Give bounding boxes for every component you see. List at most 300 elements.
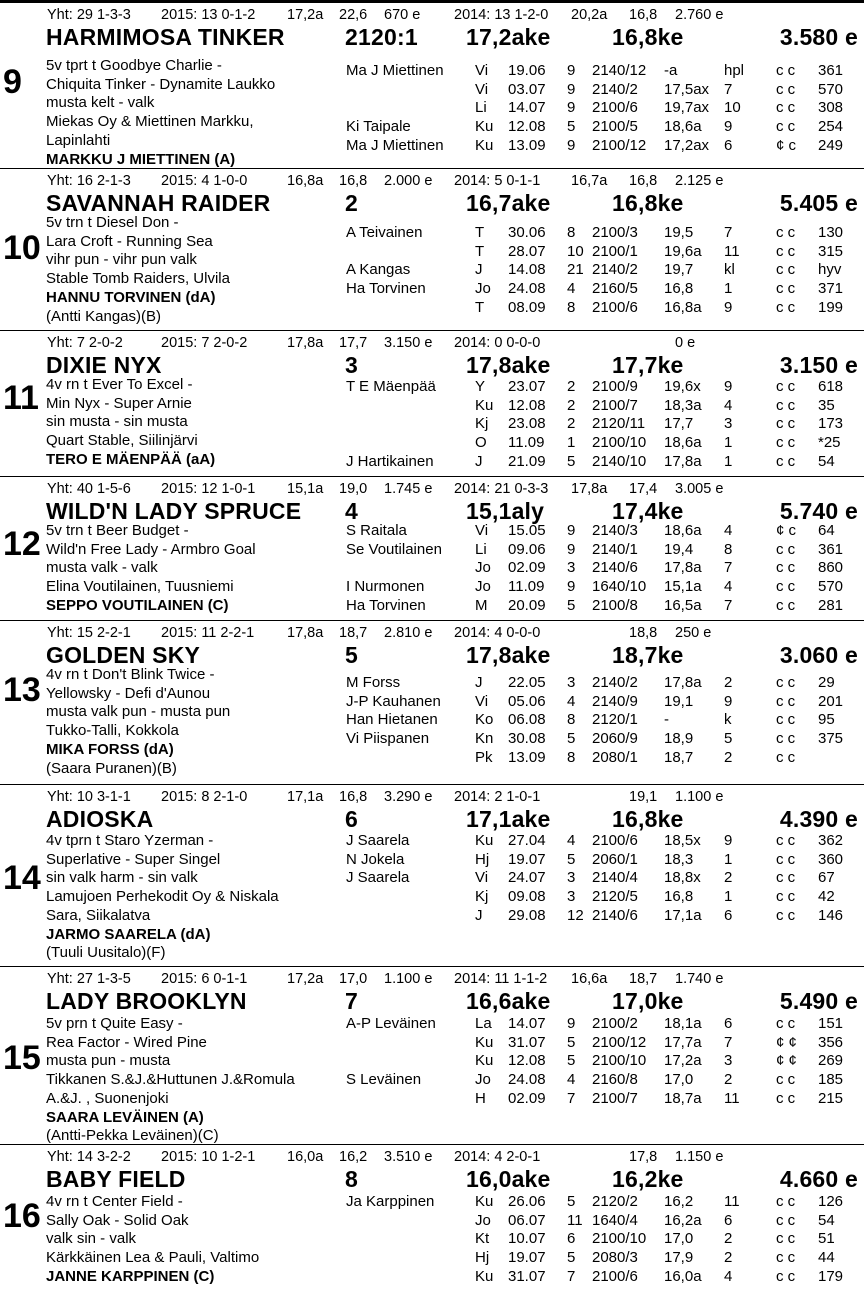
race-shoes: c c xyxy=(776,748,796,766)
stats-earn: 2.000 e xyxy=(384,173,433,189)
stats-earn: 2.810 e xyxy=(384,625,433,641)
race-race-no: 11 xyxy=(567,1211,583,1229)
race-track: Ku xyxy=(475,832,494,849)
race-date: 12.08 xyxy=(508,1052,546,1070)
race-track: Kj xyxy=(475,888,489,906)
race-date: 23.07 xyxy=(508,378,546,395)
race-track: Jo xyxy=(475,280,491,298)
stats-earn2: 2.760 e xyxy=(675,7,724,23)
trainer-name: SEPPO VOUTILAINEN (C) xyxy=(46,596,229,614)
race-time: 17,0 xyxy=(664,1071,694,1089)
race-row xyxy=(0,852,864,871)
stats-y2014: 2014: 5 0-1-1 xyxy=(454,173,541,189)
driver-name: Se Voutilainen xyxy=(346,540,442,558)
race-track: O xyxy=(475,434,487,452)
race-distance-track: 2140/9 xyxy=(592,692,638,710)
race-track: Y xyxy=(475,378,486,395)
race-distance-track: 2100/7 xyxy=(592,396,638,414)
race-time: 19,7ax xyxy=(664,99,710,117)
race-distance-track: 2100/12 xyxy=(592,1033,647,1051)
record-ake: 15,1aly xyxy=(466,498,545,524)
trainer-name: MIKA FORSS (dA) xyxy=(46,740,174,758)
driver-name: Ha Torvinen xyxy=(346,596,426,614)
race-distance-track: 1640/10 xyxy=(592,578,647,596)
race-track: Ku xyxy=(475,1267,494,1285)
race-date: 31.07 xyxy=(508,1033,546,1051)
race-odds: 151 xyxy=(818,1015,844,1032)
race-odds: 375 xyxy=(818,730,844,748)
race-placing: 4 xyxy=(724,396,733,414)
driver-name: J-P Kauhanen xyxy=(346,692,441,710)
race-date: 02.09 xyxy=(508,559,546,577)
race-placing: 1 xyxy=(724,434,733,452)
race-row xyxy=(0,560,864,579)
record-ke: 17,0ke xyxy=(612,988,684,1014)
race-date: 13.09 xyxy=(508,136,546,154)
driver-name: S Raitala xyxy=(346,522,407,539)
race-shoes: c c xyxy=(776,674,796,691)
race-shoes: c c xyxy=(776,578,796,596)
stats-rec1: 16,8a xyxy=(287,173,324,189)
race-distance-track: 2100/2 xyxy=(592,1015,638,1032)
race-distance-track: 2140/2 xyxy=(592,80,638,98)
trainer-name: JANNE KARPPINEN (C) xyxy=(46,1267,215,1285)
horse-info-line: 5v tprt t Goodbye Charlie - xyxy=(46,57,222,74)
stats-rec2: 18,7 xyxy=(339,625,368,641)
race-placing: 7 xyxy=(724,224,733,241)
race-row xyxy=(0,889,864,908)
race-distance-track: 2140/2 xyxy=(592,674,638,691)
race-odds: 618 xyxy=(818,378,844,395)
race-distance-track: 2160/8 xyxy=(592,1071,638,1089)
race-placing: 1 xyxy=(724,280,733,298)
stats-y2015: 2015: 7 2-0-2 xyxy=(161,335,248,351)
race-track: T xyxy=(475,298,485,316)
stats-earn2: 3.005 e xyxy=(675,481,724,497)
race-odds: 215 xyxy=(818,1089,844,1107)
race-time: 18,6a xyxy=(664,522,702,539)
race-race-no: 8 xyxy=(567,748,576,766)
stats-rec4: 18,7 xyxy=(629,971,658,987)
race-shoes: c c xyxy=(776,906,796,924)
race-placing: 11 xyxy=(724,1193,740,1210)
horse-info-line: Elina Voutilainen, Tuusniemi xyxy=(46,578,234,596)
race-placing: 3 xyxy=(724,415,733,433)
race-shoes: c c xyxy=(776,80,796,98)
race-row xyxy=(0,376,864,398)
race-odds: 249 xyxy=(818,136,844,154)
race-track: T xyxy=(475,242,485,260)
race-race-no: 4 xyxy=(567,280,576,298)
horse-entry xyxy=(0,330,864,477)
race-date: 31.07 xyxy=(508,1267,546,1285)
race-distance-track: 1640/4 xyxy=(592,1211,638,1229)
horse-info-line: musta valk pun - musta pun xyxy=(46,703,231,721)
race-odds: 54 xyxy=(818,1211,835,1229)
race-shoes: c c xyxy=(776,850,796,868)
stats-rec1: 17,2a xyxy=(287,971,324,987)
horse-info-line: (Tuuli Uusitalo)(F) xyxy=(46,944,166,962)
race-track: Vi xyxy=(475,522,489,539)
record-ke: 17,4ke xyxy=(612,498,684,524)
race-placing: kl xyxy=(724,261,735,279)
record-ake: 17,2ake xyxy=(466,24,551,50)
race-date: 15.05 xyxy=(508,522,546,539)
race-row xyxy=(0,523,864,542)
race-time: 16,8 xyxy=(664,888,694,906)
stats-earn: 3.150 e xyxy=(384,335,433,351)
race-track: Vi xyxy=(475,869,489,887)
horse-info-line: 4v rn t Don't Blink Twice - xyxy=(46,666,215,683)
race-race-no: 3 xyxy=(567,559,576,577)
race-track: Kj xyxy=(475,415,489,433)
race-shoes: c c xyxy=(776,1211,796,1229)
race-row xyxy=(0,712,864,731)
race-odds: 173 xyxy=(818,415,844,433)
start-number-handicap: 2 xyxy=(345,190,358,216)
race-distance-track: 2120/1 xyxy=(592,711,638,729)
race-row xyxy=(0,1231,864,1250)
stats-earn: 1.745 e xyxy=(384,481,433,497)
race-track: Jo xyxy=(475,1211,491,1229)
race-distance-track: 2120/11 xyxy=(592,415,646,433)
race-placing: 7 xyxy=(724,1033,733,1051)
race-placing: 10 xyxy=(724,99,741,117)
horse-info-line: musta pun - musta xyxy=(46,1052,171,1070)
driver-name: Ma J Miettinen xyxy=(346,62,444,79)
horse-info-line: Lara Croft - Running Sea xyxy=(46,232,213,250)
race-odds: 281 xyxy=(818,596,844,614)
horse-name: GOLDEN SKY xyxy=(46,642,201,668)
race-row xyxy=(0,394,864,417)
race-time: 17,2ax xyxy=(664,136,710,154)
race-shoes: c c xyxy=(776,415,796,433)
race-shoes: ¢ ¢ xyxy=(776,1052,797,1070)
race-race-no: 4 xyxy=(567,692,576,710)
horse-name: DIXIE NYX xyxy=(46,352,162,378)
stats-y2014: 2014: 4 2-0-1 xyxy=(454,1149,541,1165)
total-earnings: 3.150 e xyxy=(779,352,858,378)
race-distance-track: 2100/6 xyxy=(592,1267,638,1285)
driver-name: Ki Taipale xyxy=(346,118,411,136)
stats-earn: 3.510 e xyxy=(384,1149,433,1165)
race-time: 18,1a xyxy=(664,1015,702,1032)
race-race-no: 7 xyxy=(567,1089,576,1107)
race-date: 09.06 xyxy=(508,540,546,558)
race-race-no: 6 xyxy=(567,1230,576,1248)
stats-rec3: 20,2a xyxy=(571,7,608,23)
stats-y2014: 2014: 4 0-0-0 xyxy=(454,625,541,641)
race-race-no: 9 xyxy=(567,522,576,539)
stats-rec2: 16,2 xyxy=(339,1149,368,1165)
horse-info-line: A.&J. , Suonenjoki xyxy=(46,1089,169,1107)
stats-rec1: 17,8a xyxy=(287,625,324,641)
race-shoes: c c xyxy=(776,1267,796,1285)
stats-rec4: 16,8 xyxy=(629,7,658,23)
race-row xyxy=(0,870,864,889)
race-date: 14.07 xyxy=(508,99,546,117)
race-date: 11.09 xyxy=(508,578,545,596)
race-shoes: c c xyxy=(776,452,796,470)
race-race-no: 3 xyxy=(567,869,576,887)
race-distance-track: 2060/1 xyxy=(592,850,638,868)
race-distance-track: 2100/5 xyxy=(592,118,638,136)
race-track: Ku xyxy=(475,118,494,136)
race-time: 18,3 xyxy=(664,850,694,868)
race-distance-track: 2080/3 xyxy=(592,1249,638,1267)
horse-info-line: Tukko-Talli, Kokkola xyxy=(46,722,179,740)
driver-name: A Kangas xyxy=(346,261,411,279)
race-placing: 2 xyxy=(724,1249,733,1267)
start-number-handicap: 3 xyxy=(345,352,358,378)
race-row xyxy=(0,1016,864,1035)
race-race-no: 5 xyxy=(567,730,576,748)
stats-y2014: 2014: 0 0-0-0 xyxy=(454,335,541,351)
race-shoes: c c xyxy=(776,280,796,298)
race-distance-track: 2100/6 xyxy=(592,832,638,849)
race-row xyxy=(0,1072,864,1091)
stats-rec1: 17,2a xyxy=(287,7,324,23)
race-distance-track: 2100/10 xyxy=(592,1230,647,1248)
race-date: 09.08 xyxy=(508,888,546,906)
race-row xyxy=(0,542,864,561)
race-track: Hj xyxy=(475,850,490,868)
race-row xyxy=(0,262,864,281)
stats-earn2: 2.125 e xyxy=(675,173,724,189)
race-row xyxy=(0,300,864,319)
race-distance-track: 2120/5 xyxy=(592,888,638,906)
horse-info-line: (Antti-Pekka Leväinen)(C) xyxy=(46,1127,219,1145)
race-placing: 9 xyxy=(724,298,733,316)
horse-info-line: sin musta - sin musta xyxy=(46,413,188,431)
horse-info-line: Stable Tomb Raiders, Ulvila xyxy=(46,270,230,288)
stats-earn: 1.100 e xyxy=(384,971,433,987)
race-date: 11.09 xyxy=(508,434,545,452)
horse-info-line: Min Nyx - Super Arnie xyxy=(46,394,192,412)
total-earnings: 4.660 e xyxy=(779,1166,858,1192)
record-ake: 16,6ake xyxy=(466,988,551,1014)
program-number: 13 xyxy=(3,671,41,709)
race-distance-track: 2140/10 xyxy=(592,452,647,470)
race-shoes: c c xyxy=(776,242,796,260)
race-date: 28.07 xyxy=(508,242,546,260)
race-time: 18,7a xyxy=(664,1089,702,1107)
race-distance-track: 2140/1 xyxy=(592,540,638,558)
horse-info-line: Rea Factor - Wired Pine xyxy=(46,1033,207,1051)
horse-info-line: Quart Stable, Siilinjärvi xyxy=(46,432,198,450)
race-time: 17,7a xyxy=(664,1033,702,1051)
trainer-name: HANNU TORVINEN (dA) xyxy=(46,288,216,306)
race-distance-track: 2080/1 xyxy=(592,748,638,766)
race-track: Ku xyxy=(475,1052,494,1070)
stats-rec1: 17,1a xyxy=(287,789,324,805)
race-placing: 9 xyxy=(724,378,733,395)
race-placing: 2 xyxy=(724,1230,733,1248)
record-ke: 16,8ke xyxy=(612,190,684,216)
race-date: 13.09 xyxy=(508,748,546,766)
horse-info-line: Kärkkäinen Lea & Pauli, Valtimo xyxy=(46,1249,260,1267)
race-odds: 201 xyxy=(818,692,844,710)
horse-entry xyxy=(0,168,864,331)
race-odds: hyv xyxy=(818,261,842,279)
horse-info-line: Miekas Oy & Miettinen Markku, xyxy=(46,113,254,131)
stats-rec1: 15,1a xyxy=(287,481,324,497)
race-distance-track: 2100/1 xyxy=(592,242,638,260)
race-shoes: c c xyxy=(776,62,796,79)
stats-yht: Yht: 15 2-2-1 xyxy=(47,625,131,641)
race-odds: 356 xyxy=(818,1033,844,1051)
horse-name: LADY BROOKLYN xyxy=(46,988,247,1014)
race-time: 16,8 xyxy=(664,280,694,298)
race-shoes: c c xyxy=(776,378,796,395)
horse-info-line: Tikkanen S.&J.&Huttunen J.&Romula xyxy=(46,1071,295,1089)
race-race-no: 7 xyxy=(567,1267,576,1285)
race-odds: 570 xyxy=(818,578,844,596)
race-time: 17,5ax xyxy=(664,80,710,98)
race-time: 19,4 xyxy=(664,540,694,558)
race-time: 16,8a xyxy=(664,298,702,316)
start-number-handicap: 8 xyxy=(345,1166,358,1192)
race-time: 17,8a xyxy=(664,559,702,577)
race-placing: 7 xyxy=(724,559,733,577)
program-number: 15 xyxy=(3,1039,41,1077)
race-placing: 2 xyxy=(724,1071,733,1089)
race-odds: 860 xyxy=(818,559,844,577)
stats-yht: Yht: 16 2-1-3 xyxy=(47,173,131,189)
stats-yht: Yht: 7 2-0-2 xyxy=(47,335,123,351)
race-row xyxy=(0,82,864,101)
race-time: 16,2 xyxy=(664,1193,694,1210)
trainer-name: JARMO SAARELA (dA) xyxy=(46,925,211,943)
race-time: 19,5 xyxy=(664,224,694,241)
race-odds: 64 xyxy=(818,522,835,539)
stats-rec3: 17,8a xyxy=(571,481,608,497)
record-ke: 16,8ke xyxy=(612,24,684,50)
race-track: Jo xyxy=(475,1071,491,1089)
race-distance-track: 2140/3 xyxy=(592,522,638,539)
race-race-no: 1 xyxy=(567,434,576,452)
race-track: Ku xyxy=(475,1033,494,1051)
total-earnings: 5.740 e xyxy=(779,498,858,524)
race-date: 21.09 xyxy=(508,452,546,470)
race-odds: 51 xyxy=(818,1230,835,1248)
total-earnings: 3.580 e xyxy=(779,24,858,50)
horse-info-line: Superlative - Super Singel xyxy=(46,850,221,868)
race-date: 19.07 xyxy=(508,1249,546,1267)
race-race-no: 9 xyxy=(567,1015,576,1032)
race-row xyxy=(0,675,864,694)
race-race-no: 5 xyxy=(567,1033,576,1051)
start-number-handicap: 7 xyxy=(345,988,358,1014)
race-distance-track: 2100/8 xyxy=(592,596,638,614)
stats-yht: Yht: 27 1-3-5 xyxy=(47,971,131,987)
race-row xyxy=(0,1053,864,1072)
driver-name: J Saarela xyxy=(346,832,410,849)
race-odds: 570 xyxy=(818,80,844,98)
horse-info-line: Sara, Siikalatva xyxy=(46,906,151,924)
race-date: 06.07 xyxy=(508,1211,546,1229)
race-time: 18,6a xyxy=(664,434,702,452)
race-odds: 35 xyxy=(818,396,835,414)
race-shoes: c c xyxy=(776,1193,796,1210)
race-placing: 11 xyxy=(724,242,740,260)
race-track: H xyxy=(475,1089,486,1107)
race-date: 12.08 xyxy=(508,118,546,136)
race-race-no: 3 xyxy=(567,888,576,906)
race-time: 17,7 xyxy=(664,415,694,433)
race-date: 24.07 xyxy=(508,869,546,887)
race-odds: *25 xyxy=(818,434,841,452)
program-number: 11 xyxy=(3,379,39,417)
race-race-no: 8 xyxy=(567,711,576,729)
race-row xyxy=(0,450,864,473)
race-shoes: c c xyxy=(776,396,796,414)
race-placing: 6 xyxy=(724,136,733,154)
race-distance-track: 2100/10 xyxy=(592,1052,647,1070)
race-distance-track: 2120/2 xyxy=(592,1193,638,1210)
race-race-no: 5 xyxy=(567,1193,576,1210)
record-ake: 17,8ake xyxy=(466,352,551,378)
race-odds: 29 xyxy=(818,674,835,691)
race-row xyxy=(0,225,864,244)
race-row xyxy=(0,1091,864,1110)
race-placing: 1 xyxy=(724,850,733,868)
race-placing: 6 xyxy=(724,1015,733,1032)
horse-name: SAVANNAH RAIDER xyxy=(46,190,271,216)
race-placing: 1 xyxy=(724,452,733,470)
race-track: Ku xyxy=(475,1193,494,1210)
race-date: 24.08 xyxy=(508,280,546,298)
race-odds: 361 xyxy=(818,540,844,558)
start-number-handicap: 4 xyxy=(345,498,358,524)
race-date: 30.06 xyxy=(508,224,546,241)
race-distance-track: 2100/6 xyxy=(592,99,638,117)
horse-info-line: 4v rn t Ever To Excel - xyxy=(46,376,193,393)
race-track: J xyxy=(475,906,483,924)
race-shoes: c c xyxy=(776,434,796,452)
horse-name: WILD'N LADY SPRUCE xyxy=(46,498,302,524)
race-date: 02.09 xyxy=(508,1089,546,1107)
stats-y2014: 2014: 2 1-0-1 xyxy=(454,789,541,805)
horse-info-line: 5v prn t Quite Easy - xyxy=(46,1015,183,1032)
race-time: 17,8a xyxy=(664,452,702,470)
record-ake: 16,7ake xyxy=(466,190,551,216)
race-placing: 4 xyxy=(724,1267,733,1285)
stats-earn2: 250 e xyxy=(675,625,712,641)
horse-info-line: Chiquita Tinker - Dynamite Laukko xyxy=(46,75,276,93)
race-date: 03.07 xyxy=(508,80,546,98)
race-shoes: c c xyxy=(776,118,796,136)
race-placing: 2 xyxy=(724,869,733,887)
race-placing: 4 xyxy=(724,522,733,539)
race-row xyxy=(0,731,864,750)
horse-info-line: Lapinlahti xyxy=(46,131,111,149)
race-odds: 371 xyxy=(818,280,844,298)
horse-info-line: 4v rn t Center Field - xyxy=(46,1193,183,1210)
race-track: M xyxy=(475,596,488,614)
race-race-no: 5 xyxy=(567,1052,576,1070)
stats-rec2: 16,8 xyxy=(339,173,368,189)
race-row xyxy=(0,694,864,713)
race-race-no: 2 xyxy=(567,396,576,414)
race-placing: 9 xyxy=(724,692,733,710)
race-odds: 362 xyxy=(818,832,844,849)
horse-info-line: Lamujoen Perhekodit Oy & Niskala xyxy=(46,888,279,906)
driver-name: A-P Leväinen xyxy=(346,1015,436,1032)
race-track: Pk xyxy=(475,748,493,766)
race-race-no: 21 xyxy=(567,261,584,279)
race-race-no: 5 xyxy=(567,1249,576,1267)
